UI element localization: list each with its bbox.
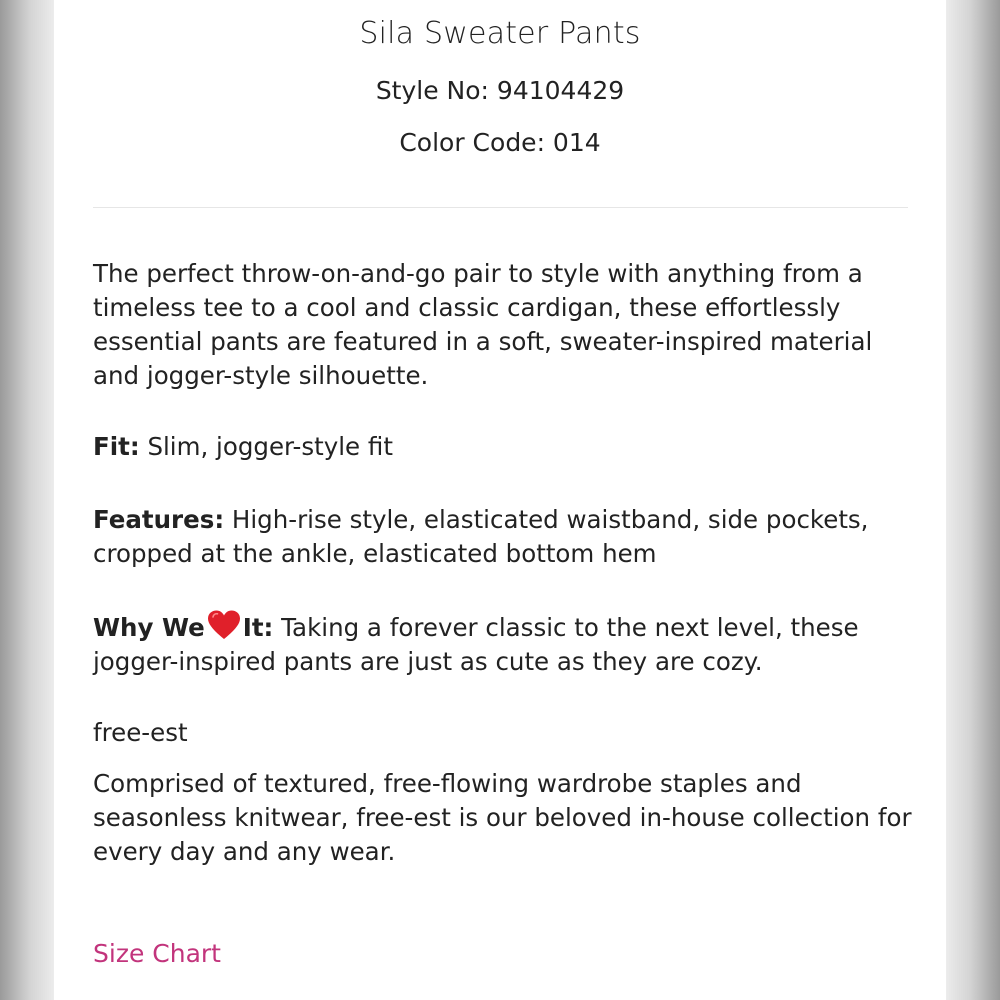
features-value: High-rise style, elasticated waistband, side pockets, cropped at the ankle, elasticated bottom hem (93, 505, 869, 568)
product-details-panel (54, 0, 946, 1000)
fit-label: Fit: (93, 432, 140, 461)
divider (93, 207, 908, 208)
why-we-love-it-info (93, 610, 913, 679)
fit-value: Slim, jogger-style fit (139, 432, 393, 461)
why-value: Taking a forever classic to the next level, these jogger-inspired pants are just as cute as they are cozy. (93, 613, 859, 676)
size-chart-link[interactable]: Size Chart (93, 939, 221, 968)
heart-icon (207, 610, 241, 640)
why-label-before: Why We (93, 613, 205, 642)
features-label: Features: (93, 505, 225, 534)
fit-info (93, 430, 913, 464)
why-label-after: It: (242, 613, 274, 642)
color-code: Color Code: 014 (399, 128, 601, 157)
brand-description: Comprised of textured, free-flowing wardrobe staples and seasonless knitwear, free-est is our beloved in-house collection for every day and any wear. (93, 769, 912, 866)
brand-name: free-est (93, 718, 188, 747)
product-description: The perfect throw-on-and-go pair to style with anything from a timeless tee to a cool and classic cardigan, these effortlessly essential pants are featured in a soft, sweater-inspired material and jogger-style silhouette. (93, 259, 873, 390)
product-title: Sila Sweater Pants (359, 16, 641, 51)
features-info (93, 503, 913, 571)
style-number: Style No: 94104429 (375, 76, 625, 105)
